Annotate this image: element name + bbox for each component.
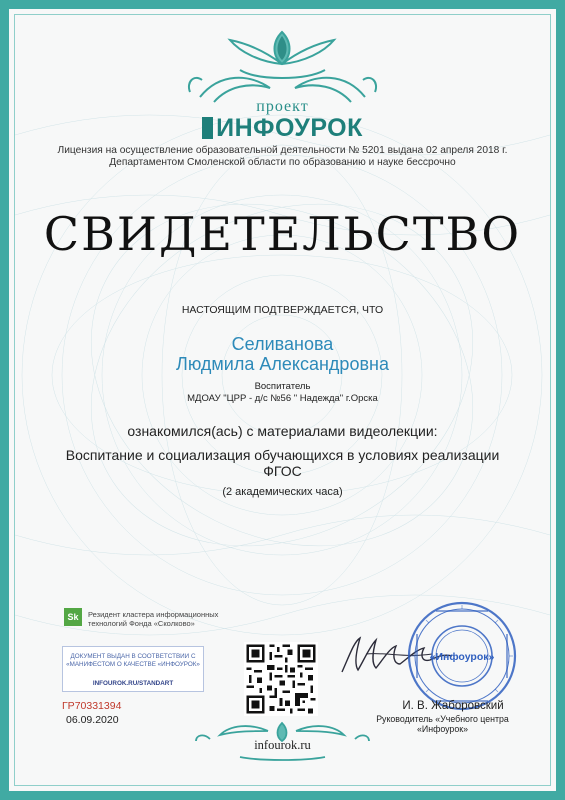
director-name: И. В. Жаборовский bbox=[402, 700, 504, 712]
skolkovo-line-1: Резидент кластера информационных bbox=[88, 610, 219, 619]
registration-number: ГР70331394 bbox=[62, 700, 122, 712]
recipient-organization: МДОАУ "ЦРР - д/с №56 " Надежда" г.Орска bbox=[187, 393, 378, 404]
course-title-line-2: ФГОС bbox=[263, 463, 302, 479]
license-line-2: Департаментом Смоленской области по образованию и науке бессрочно bbox=[109, 157, 456, 168]
stamp-seal-icon bbox=[406, 600, 518, 712]
course-hours: (2 академических часа) bbox=[222, 486, 343, 498]
recipient-position-block bbox=[0, 381, 565, 405]
logo-mark-icon bbox=[202, 117, 213, 139]
course-title bbox=[0, 447, 565, 479]
stamp-center-text: «Инфоурок» bbox=[429, 651, 495, 663]
confirm-text: НАСТОЯЩИМ ПОДТВЕРЖДАЕТСЯ, ЧТО bbox=[181, 304, 384, 316]
site-url: infourok.ru bbox=[254, 738, 311, 752]
skolkovo-line-2: технологий Фонда «Сколково» bbox=[88, 619, 195, 628]
quality-manifest-box bbox=[62, 646, 204, 692]
recipient-position: Воспитатель bbox=[254, 381, 311, 392]
infourok-logo bbox=[0, 114, 565, 143]
manifest-text bbox=[63, 653, 203, 669]
recipient-surname: Селиванова bbox=[231, 334, 334, 354]
license-text bbox=[0, 145, 565, 169]
project-label: проект bbox=[256, 98, 309, 115]
manifest-url: INFOUROK.RU/STANDART bbox=[92, 680, 174, 687]
license-line-1: Лицензия на осуществление образовательной деятельности № 5201 выдана 02 апреля 2018 г. bbox=[57, 145, 508, 156]
manifest-line-2: «МАНИФЕСТОМ О КАЧЕСТВЕ «ИНФОУРОК» bbox=[66, 661, 200, 668]
manifest-line-1: ДОКУМЕНТ ВЫДАН В СООТВЕТСТВИИ С bbox=[70, 653, 196, 660]
issue-date: 06.09.2020 bbox=[66, 714, 119, 726]
skolkovo-logo-icon: Sk bbox=[64, 608, 82, 626]
skolkovo-text bbox=[88, 610, 218, 628]
course-title-line-1: Воспитание и социализация обучающихся в условиях реализации bbox=[65, 447, 500, 463]
director-role: Руководитель «Учебного центра «Инфоурок» bbox=[376, 714, 509, 734]
logo-text: ИНФОУРОК bbox=[216, 114, 363, 142]
recipient-name bbox=[0, 334, 565, 374]
recipient-given-names: Людмила Александровна bbox=[176, 354, 389, 374]
familiar-text: ознакомился(ась) с материалами видеолекции: bbox=[127, 423, 438, 439]
certificate-title: СВИДЕТЕЛЬСТВО bbox=[43, 207, 522, 261]
qr-code-icon bbox=[244, 642, 318, 716]
